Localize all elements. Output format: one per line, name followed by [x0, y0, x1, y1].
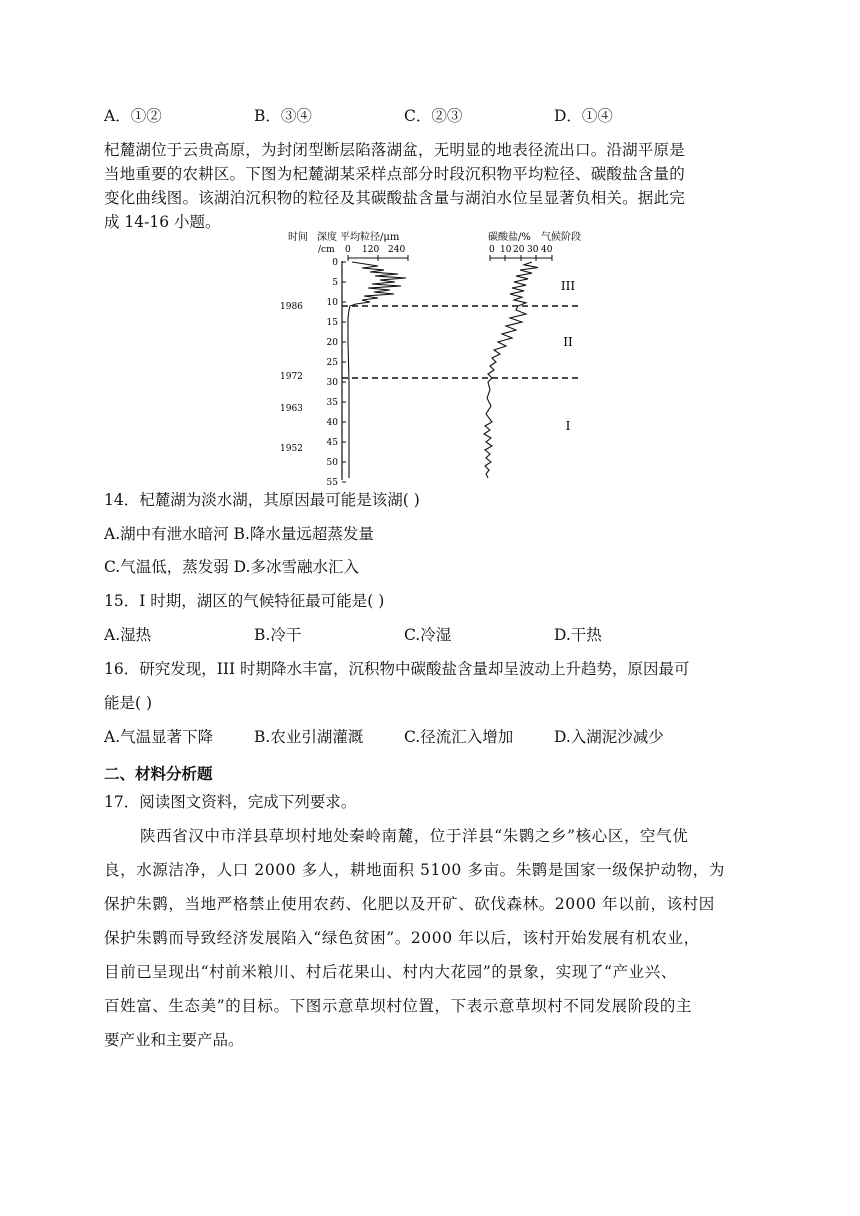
depth-tick-label: 50 — [326, 458, 338, 468]
depth-tick-label: 45 — [326, 438, 338, 448]
q14-stem: 14．杞麓湖为淡水湖，其原因最可能是该湖( ) — [104, 491, 420, 509]
q15-option-c: C.冷湿 — [404, 626, 452, 644]
q17-paragraph-line-2: 良，水源洁净，人口 2000 多人，耕地面积 5100 多亩。朱鹮是国家一级保护动物，为 — [104, 861, 726, 879]
q13-option-b: B．③④ — [254, 107, 312, 125]
stage-label: II — [563, 335, 573, 349]
q17-stem: 17．阅读图文资料，完成下列要求。 — [104, 793, 357, 811]
q17-paragraph-line-3: 保护朱鹮，当地严格禁止使用农药、化肥以及开矿、砍伐森林。2000 年以前，该村因 — [104, 895, 715, 913]
carbonate-tick-20: 20 — [513, 245, 525, 255]
grain-tick-0: 0 — [345, 245, 351, 255]
grain-tick-240: 240 — [388, 245, 406, 255]
intro-line-2: 当地重要的农耕区。下图为杞麓湖某采样点部分时段沉积物平均粒径、碳酸盐含量的 — [104, 165, 685, 183]
q14-options-row-2: C.气温低，蒸发弱 D.多冰雪融水汇入 — [104, 558, 359, 576]
year-label: 1952 — [280, 444, 303, 454]
grain-size-curve — [348, 262, 406, 478]
depth-tick-label: 20 — [326, 338, 338, 348]
depth-tick-label: 40 — [326, 418, 338, 428]
intro-line-4: 成 14-16 小题。 — [104, 213, 221, 231]
q16-option-a: A.气温显著下降 — [104, 728, 214, 746]
stage-boundaries — [342, 306, 578, 378]
q15-stem: 15．I 时期，湖区的气候特征最可能是( ) — [104, 592, 385, 610]
q17-paragraph-line-7: 要产业和主要产品。 — [104, 1031, 244, 1049]
q15-option-d: D.干热 — [554, 626, 602, 644]
carbonate-tick-10: 10 — [500, 245, 512, 255]
stage-label: III — [560, 279, 576, 293]
depth-tick-label: 30 — [326, 378, 338, 388]
sediment-profile-figure — [280, 228, 590, 486]
q13-option-a: A．①② — [104, 107, 162, 125]
stage-header: 气候阶段 — [541, 232, 581, 243]
year-label: 1963 — [280, 404, 303, 414]
stage-labels — [561, 279, 575, 433]
q16-option-d: D.入湖泥沙减少 — [554, 728, 664, 746]
q17-paragraph-line-1: 陕西省汉中市洋县草坝村地处秦岭南麓，位于洋县“朱鹮之乡”核心区，空气优 — [140, 827, 689, 845]
q16-stem-line-1: 16．研究发现，III 时期降水丰富，沉积物中碳酸盐含量却呈波动上升趋势，原因最可 — [104, 660, 690, 678]
depth-tick-label: 0 — [332, 258, 338, 268]
q16-stem-line-2: 能是( ) — [104, 694, 153, 712]
year-labels — [280, 302, 303, 454]
q13-option-d: D．①④ — [554, 107, 613, 125]
q16-option-c: C.径流汇入增加 — [404, 728, 514, 746]
carbonate-tick-40: 40 — [541, 245, 553, 255]
year-label: 1972 — [280, 372, 303, 382]
intro-line-3: 变化曲线图。该湖泊沉积物的粒径及其碳酸盐含量与湖泊水位呈显著负相关。据此完 — [104, 189, 685, 207]
depth-tick-label: 15 — [326, 318, 338, 328]
q15-option-b: B.冷干 — [254, 626, 302, 644]
grain-header: 平均粒径/μm — [340, 232, 400, 243]
depth-ticks — [327, 258, 346, 486]
q14-options-row-1: A.湖中有泄水暗河 B.降水量远超蒸发量 — [104, 525, 374, 543]
carbonate-tick-30: 30 — [527, 245, 539, 255]
depth-tick-label: 25 — [326, 358, 338, 368]
q13-option-c: C．②③ — [404, 107, 463, 125]
q15-option-a: A.湿热 — [104, 626, 152, 644]
q17-paragraph-line-6: 百姓富、生态美”的目标。下图示意草坝村位置，下表示意草坝村不同发展阶段的主 — [104, 997, 693, 1015]
section-heading: 二、材料分析题 — [104, 765, 213, 783]
stage-label: I — [565, 419, 571, 433]
year-label: 1986 — [280, 302, 303, 312]
depth-tick-label: 55 — [326, 478, 338, 486]
depth-header: 深度 — [317, 232, 337, 243]
q17-paragraph-line-5: 目前已呈现出“村前米粮川、村后花果山、村内大花园”的景象，实现了“产业兴、 — [104, 963, 677, 981]
q16-option-b: B.农业引湖灌溉 — [254, 728, 364, 746]
depth-tick-label: 35 — [326, 398, 338, 408]
time-header: 时间 — [288, 232, 308, 243]
intro-line-1: 杞麓湖位于云贵高原，为封闭型断层陷落湖盆，无明显的地表径流出口。沿湖平原是 — [104, 141, 685, 159]
carbonate-curve — [484, 262, 538, 478]
depth-unit: /cm — [318, 245, 335, 255]
carbonate-tick-0: 0 — [489, 245, 495, 255]
carbonate-header: 碳酸盐/% — [488, 232, 531, 243]
depth-tick-label: 10 — [326, 298, 338, 308]
q17-paragraph-line-4: 保护朱鹮而导致经济发展陷入“绿色贫困”。2000 年以后，该村开始发展有机农业， — [104, 929, 700, 947]
grain-tick-120: 120 — [362, 245, 380, 255]
depth-tick-label: 5 — [332, 278, 338, 288]
